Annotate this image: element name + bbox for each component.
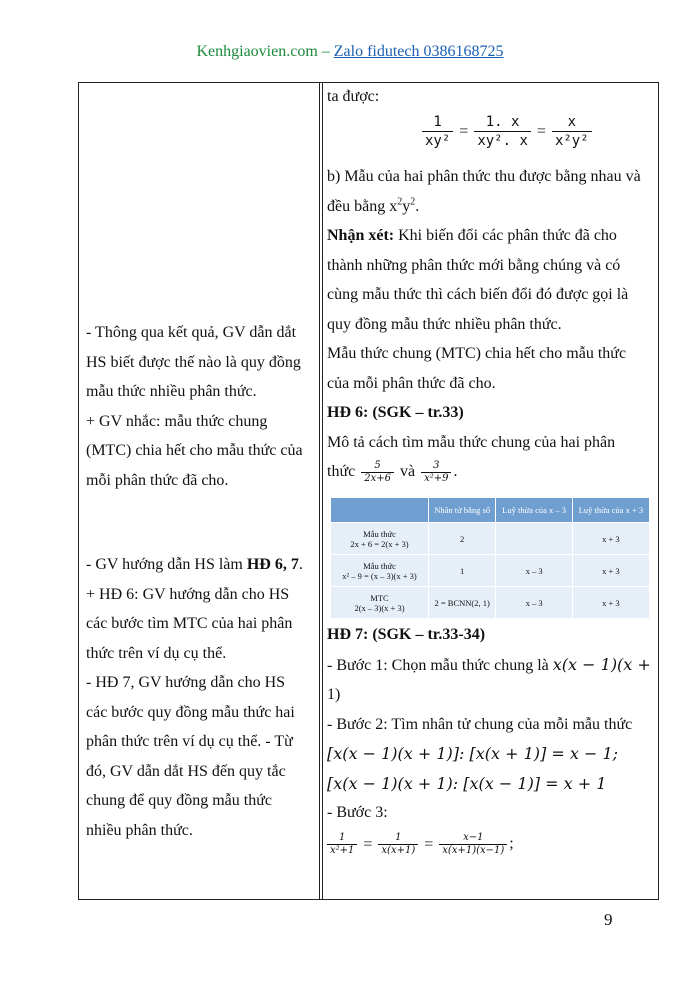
table-header-cell: Luỹ thừa của x – 3 bbox=[496, 498, 573, 523]
fraction bbox=[327, 832, 357, 857]
table-header-cell bbox=[331, 498, 429, 523]
right-block-hd7 bbox=[327, 620, 652, 828]
left-guidance-suffix: . bbox=[298, 556, 303, 573]
fraction bbox=[439, 832, 507, 857]
equals-sign: = bbox=[363, 835, 373, 853]
row-head-line: x² – 9 = (x – 3)(x + 3) bbox=[342, 570, 417, 581]
left-text-line: đó, GV dẫn dắt HS đến quy tắc bbox=[86, 762, 286, 780]
right-text-line: - Bước 3: bbox=[327, 804, 388, 821]
step2-equation: [x(x − 1)(x + 1)]: [x(x + 1)] = x − 1; bbox=[327, 744, 619, 763]
fraction-numerator: 5 bbox=[361, 460, 394, 473]
table-cell: 2 = BCNN(2, 1) bbox=[429, 587, 496, 619]
left-text-line: mẫu thức nhiều phân thức. bbox=[86, 383, 257, 400]
fraction-numerator: 1 bbox=[327, 832, 357, 845]
mtc-table bbox=[330, 497, 650, 619]
row-head-line: Mẫu thức bbox=[363, 528, 396, 539]
b-text: đều bằng x bbox=[327, 197, 398, 215]
table-row bbox=[331, 587, 650, 619]
fraction-numerator: 1. x bbox=[474, 113, 531, 132]
left-text-line: phân thức trên ví dụ cụ thể. - Từ bbox=[86, 733, 293, 750]
fraction-numerator: x bbox=[552, 113, 592, 132]
table-cell: 1 bbox=[429, 555, 496, 587]
table-row bbox=[331, 555, 650, 587]
row-head-line: MTC bbox=[370, 592, 389, 603]
hd7-title: HĐ 7: (SGK – tr.33-34) bbox=[327, 626, 486, 643]
right-text-line: cùng mẫu thức thì cách biến đổi đó được gọi là bbox=[327, 286, 629, 303]
table-cell: x + 3 bbox=[572, 555, 649, 587]
right-text-line: quy đồng mẫu thức nhiều phân thức. bbox=[327, 315, 562, 333]
table-cell: x – 3 bbox=[496, 555, 573, 587]
site-name: Kenhgiaovien.com bbox=[196, 43, 318, 60]
right-block-b bbox=[327, 162, 652, 487]
table-cell: 2 bbox=[429, 523, 496, 555]
nhan-xet-text: Khi biến đổi các phân thức đã cho bbox=[394, 227, 617, 244]
left-text-line: (MTC) chia hết cho mẫu thức của bbox=[86, 442, 303, 459]
equals-sign: = bbox=[536, 122, 546, 140]
right-text-line: của mỗi phân thức đã cho. bbox=[327, 374, 496, 392]
fraction-numerator: 1 bbox=[378, 832, 418, 845]
fraction-denominator: x²+9 bbox=[424, 472, 449, 484]
superscript: 2 bbox=[410, 196, 416, 208]
fraction bbox=[552, 113, 592, 150]
fraction bbox=[378, 832, 418, 857]
left-text-line: chung để quy đồng mẫu thức bbox=[86, 792, 272, 809]
right-text-line bbox=[327, 192, 652, 222]
left-text-line: thức trên ví dụ cụ thể. bbox=[86, 644, 227, 662]
left-text-line bbox=[86, 550, 313, 580]
left-text-line: + GV nhắc: mẫu thức chung bbox=[86, 412, 268, 430]
table-header-row bbox=[331, 498, 650, 523]
right-text-line: thành những phân thức mới bằng chúng và có bbox=[327, 256, 621, 274]
left-text-line: các bước quy đồng mẫu thức hai bbox=[86, 703, 295, 721]
left-text-line: + HĐ 6: GV hướng dẫn cho HS bbox=[86, 585, 290, 603]
right-text-line: - Bước 2: Tìm nhân tử chung của mỗi mẫu thức bbox=[327, 715, 633, 733]
fraction-denominator: x²+1 bbox=[330, 845, 355, 856]
header-separator: – bbox=[317, 43, 334, 60]
zalo-link[interactable]: Zalo fidutech 0386168725 bbox=[333, 43, 504, 60]
left-text-line: mỗi phân thức đã cho. bbox=[86, 471, 229, 489]
fraction-numerator: 1 bbox=[422, 113, 453, 132]
left-guidance-prefix: - GV hướng dẫn HS làm bbox=[86, 556, 247, 573]
b-text: y bbox=[402, 197, 411, 215]
equation-1 bbox=[420, 113, 594, 150]
right-text-line: ta được: bbox=[327, 88, 380, 105]
column-divider-double bbox=[322, 83, 323, 899]
superscript: 2 bbox=[397, 196, 403, 208]
column-divider bbox=[319, 83, 320, 899]
b-text: . bbox=[415, 197, 420, 215]
fraction bbox=[421, 460, 451, 485]
step1-text: - Bước 1: Chọn mẫu thức chung là bbox=[327, 656, 553, 674]
step2-equation: [x(x − 1)(x + 1): [x(x − 1)] = x + 1 bbox=[327, 773, 607, 793]
table-cell: x – 3 bbox=[496, 587, 573, 619]
left-text-line: nhiều phân thức. bbox=[86, 821, 193, 839]
fraction-denominator: x(x+1)(x−1) bbox=[442, 845, 505, 856]
hd6-text: . bbox=[453, 463, 458, 480]
table-header-cell: Nhân tử bằng số bbox=[429, 498, 496, 523]
fraction-denominator: xy² bbox=[425, 133, 451, 149]
left-block-results bbox=[86, 318, 313, 495]
right-text-line: 1) bbox=[327, 686, 341, 703]
page-header bbox=[0, 43, 700, 61]
fraction-denominator: x(x+1) bbox=[381, 845, 416, 856]
table-header-cell: Luỹ thừa của x + 3 bbox=[572, 498, 649, 523]
left-text-line: HS biết được thế nào là quy đồng bbox=[86, 353, 301, 371]
fraction-denominator: 2x+6 bbox=[364, 472, 391, 484]
equation-end: ; bbox=[509, 835, 514, 853]
row-head bbox=[331, 523, 429, 555]
table-cell: x + 3 bbox=[572, 523, 649, 555]
right-text-line bbox=[327, 457, 652, 487]
page-number: 9 bbox=[604, 910, 613, 929]
fraction bbox=[474, 113, 531, 150]
hd6-title: HĐ 6: (SGK – tr.33) bbox=[327, 404, 464, 421]
step1-math: x(x − 1)(x + bbox=[552, 654, 651, 674]
hd6-text: thức bbox=[327, 463, 360, 480]
right-text-line bbox=[327, 650, 652, 681]
left-text-line: - HĐ 7, GV hướng dẫn cho HS bbox=[86, 674, 286, 691]
equals-sign: = bbox=[424, 835, 434, 853]
table-cell: x + 3 bbox=[572, 587, 649, 619]
equals-sign: = bbox=[459, 122, 469, 140]
right-text-line bbox=[327, 221, 652, 251]
fraction-denominator: xy². x bbox=[477, 133, 528, 149]
nhan-xet-label: Nhận xét: bbox=[327, 227, 395, 244]
row-head-line: 2x + 6 = 2(x + 3) bbox=[350, 538, 409, 549]
left-text-line: các bước tìm MTC của hai phân bbox=[86, 615, 293, 632]
row-head bbox=[331, 555, 429, 587]
left-block-guidance bbox=[86, 550, 313, 845]
row-head-line: Mẫu thức bbox=[363, 560, 396, 571]
fraction-numerator: 3 bbox=[421, 460, 451, 473]
hd6-text: và bbox=[395, 463, 420, 480]
fraction-denominator: x²y² bbox=[554, 133, 589, 149]
left-guidance-bold: HĐ 6, 7 bbox=[246, 556, 299, 573]
equation-3 bbox=[325, 832, 514, 857]
right-text-line: b) Mẫu của hai phân thức thu được bằng nhau và bbox=[327, 168, 641, 185]
fraction bbox=[422, 113, 453, 150]
row-head-line: 2(x – 3)(x + 3) bbox=[354, 602, 405, 613]
table-cell bbox=[496, 523, 573, 555]
right-block-top bbox=[327, 82, 652, 112]
left-text-line: - Thông qua kết quả, GV dẫn dắt bbox=[86, 324, 297, 341]
row-head bbox=[331, 587, 429, 619]
table-row bbox=[331, 523, 650, 555]
fraction-numerator: x−1 bbox=[439, 832, 507, 845]
right-text-line: Mẫu thức chung (MTC) chia hết cho mẫu thức bbox=[327, 345, 627, 362]
right-text-line: Mô tả cách tìm mẫu thức chung của hai phân bbox=[327, 433, 616, 451]
fraction bbox=[361, 460, 394, 485]
